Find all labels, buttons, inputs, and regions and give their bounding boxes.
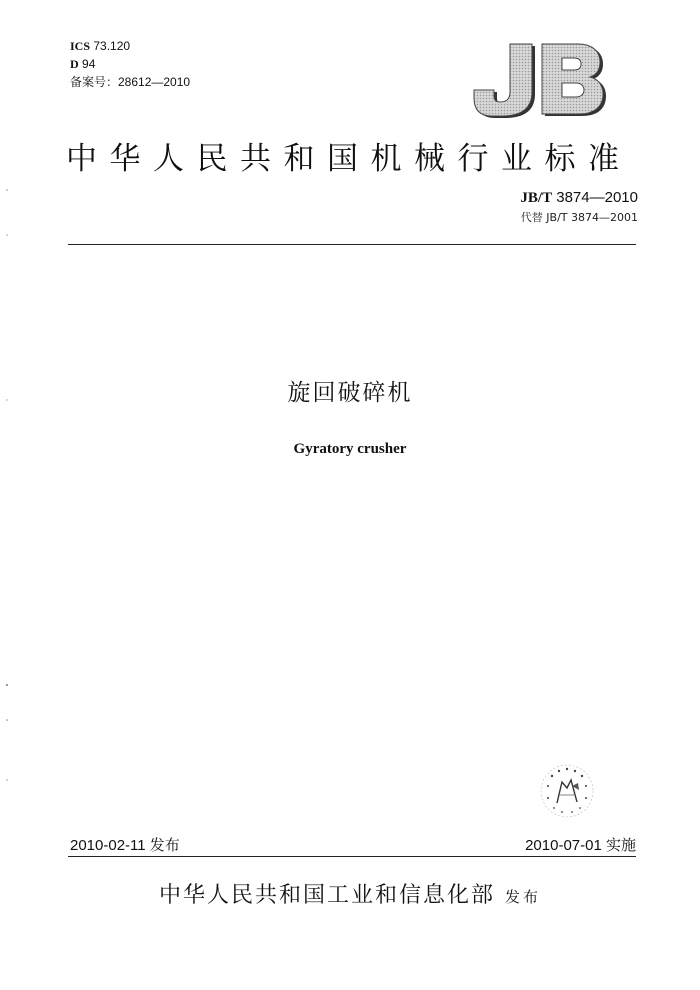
issue-date: 2010-02-11 发布 bbox=[70, 837, 180, 854]
issuing-action: 发布 bbox=[505, 888, 542, 906]
replaces-standard: 代替 JB/T 3874—2001 bbox=[520, 211, 638, 224]
jb-logo-icon bbox=[470, 40, 606, 118]
ics-label: ICS bbox=[70, 39, 91, 53]
implementation-date: 2010-07-01 实施 bbox=[525, 837, 636, 854]
standard-code-prefix: JB/T bbox=[520, 190, 553, 206]
official-seal-icon bbox=[538, 762, 596, 820]
issuing-authority bbox=[0, 878, 700, 909]
document-title-chinese: 旋回破碎机 bbox=[287, 380, 413, 406]
scan-artifact-dots bbox=[4, 180, 10, 900]
top-divider bbox=[68, 244, 636, 245]
clc-code bbox=[70, 56, 95, 73]
standard-code-number: 3874—2010 bbox=[556, 189, 638, 206]
clc-value: 94 bbox=[82, 57, 96, 71]
document-title-english: Gyratory crusher bbox=[293, 441, 407, 457]
issuing-organization: 中华人民共和国工业和信息化部 bbox=[158, 883, 495, 908]
clc-label: D bbox=[70, 57, 79, 71]
filing-number: 备案号：28612—2010 bbox=[70, 75, 191, 89]
standard-category-heading: 中华人民共和国机械行业标准 bbox=[66, 141, 632, 177]
ics-value: 73.120 bbox=[93, 39, 131, 53]
bottom-divider bbox=[68, 856, 636, 857]
ics-code bbox=[70, 38, 130, 55]
standard-code bbox=[520, 189, 638, 207]
